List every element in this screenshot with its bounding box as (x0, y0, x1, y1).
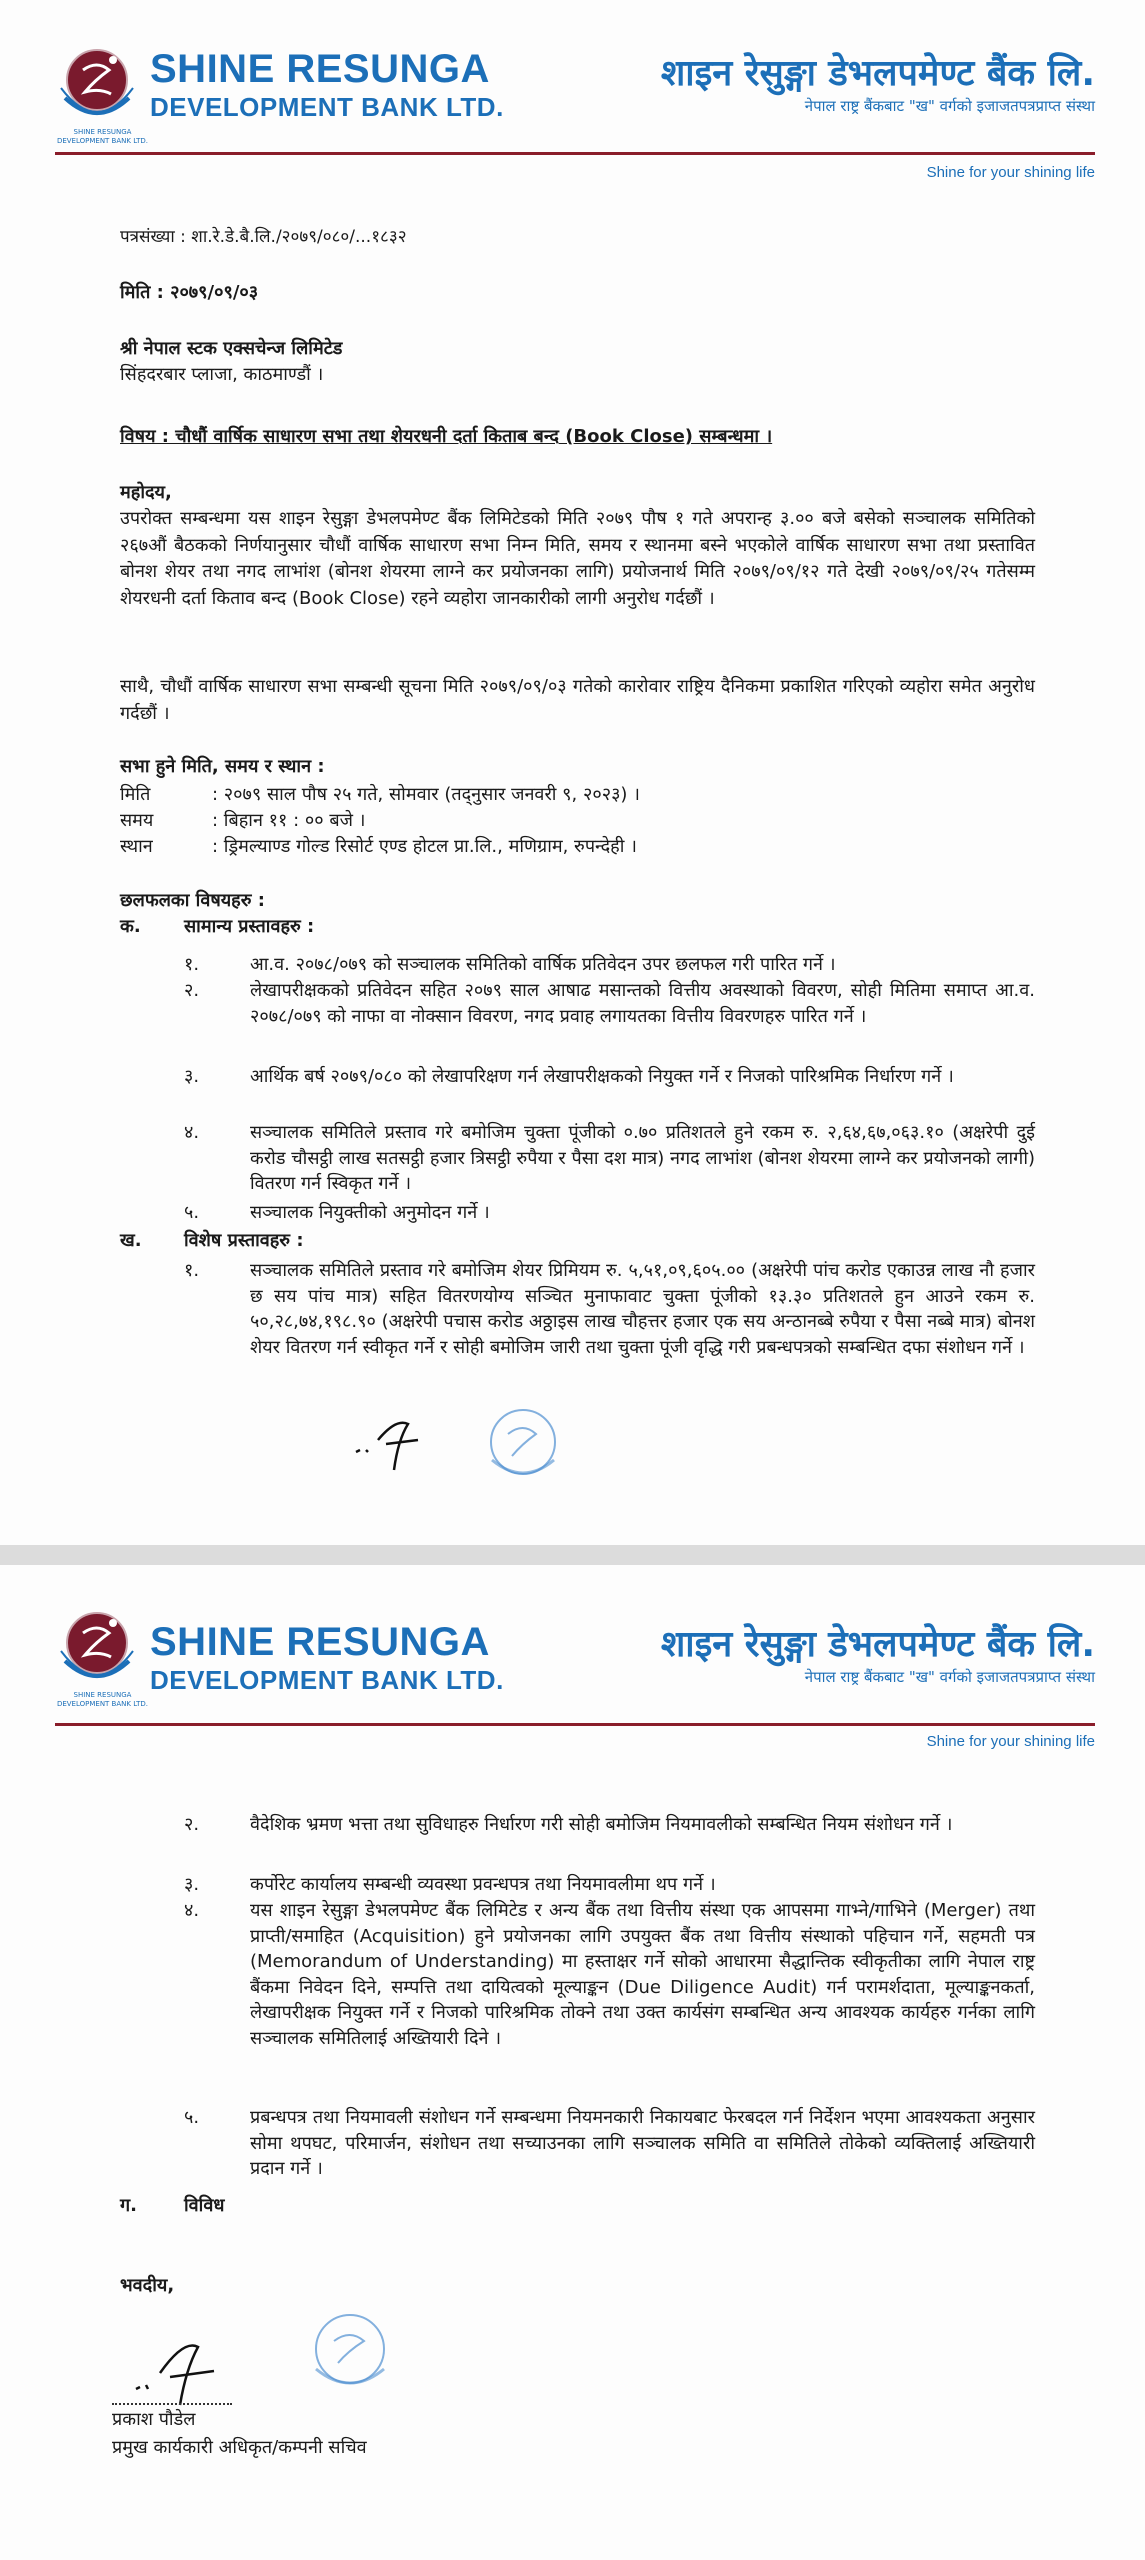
signature-line (112, 2403, 232, 2405)
section-ga-title: विविध (184, 2195, 225, 2216)
bank-name-en (150, 46, 504, 122)
section-ga-mark: ग. (120, 2195, 137, 2216)
bank-name-ne-block (661, 52, 1095, 116)
general-item-1: आ.व. २०७८/०७९ को सञ्चालक समितिको वार्षिक प्रतिवेदन उपर छलफल गरी पारित गर्ने । (250, 954, 836, 975)
signature-icon (130, 2333, 240, 2413)
emblem-caption: SHINE RESUNGA DEVELOPMENT BANK LTD. (56, 128, 149, 145)
recipient-address: सिंहदरबार प्लाजा, काठमाण्डौं । (120, 364, 324, 385)
header-rule (55, 152, 1095, 155)
letterhead (55, 40, 1095, 190)
signature-initials-icon (348, 1410, 438, 1480)
tagline: Shine for your shining life (926, 1733, 1095, 1750)
special-item-5: प्रबन्धपत्र तथा नियमावली संशोधन गर्ने सम्बन्धमा नियमनकारी निकायबाट फेरबदल गर्न निर्देशन भएमा आवश्यकता अनुसार सोमा थपघट, परिमार्जन, संशोधन तथा सच्याउनका लागि सञ्चालक समिति वा समितिले तोकेको व्यक्तिलाई अख्तियारी प्रदान गर्ने । (250, 2107, 1035, 2179)
bank-emblem-icon (55, 1603, 140, 1698)
license-note: नेपाल राष्ट्र बैंकबाट "ख" वर्गको इजाजतपत्रप्राप्त संस्था (804, 97, 1095, 115)
special-item-4: यस शाइन रेसुङ्गा डेभलपमेण्ट बैंक लिमिटेड र अन्य बैंक तथा वित्तीय संस्था एक आपसमा गाभ्ने/गाभिने (Merger) तथा प्राप्ती/समाहित (Acquisition) हुने प्रयोजनका लागि उपयुक्त बैंक तथा वित्तीय संस्थाको पहिचान गर्ने, सहमती पत्र (Memorandum of Understanding) मा हस्ताक्षर गर्ने सोको आधारमा सैद्धान्तिक स्वीकृतीका लागि नेपाल राष्ट्र बैंकमा निवेदन दिने, सम्पत्ति तथा दायित्वको मूल्याङ्कन (Due Diligence Audit) गर्न परामर्शदाता, मूल्याङ्कनकर्ता, लेखापरीक्षक नियुक्त गर्ने र निजको पारिश्रमिक तोक्ने तथा उक्त कार्यसंग सम्बन्धित अन्य आवश्यक कार्यहरु गर्नका लागि सञ्चालक समितिलाई अख्तियारी दिने । (250, 1900, 1035, 2049)
salutation: महोदय, (120, 482, 172, 503)
general-item-number: ५. (184, 1202, 200, 1223)
bank-name-ne-block (661, 1623, 1095, 1687)
general-item-5: सञ्चालक नियुक्तीको अनुमोदन गर्ने । (250, 1202, 490, 1223)
meeting-label-date: मिति (120, 784, 151, 805)
signatory-name: प्रकाश पौडेल (112, 2409, 196, 2430)
special-item-number: १. (184, 1260, 200, 1281)
special-item-2: वैदेशिक भ्रमण भत्ता तथा सुविधाहरु निर्धारण गरी सोही बमोजिम नियमावलीको सम्बन्धित नियम संशोधन गर्ने । (250, 1814, 953, 1835)
general-item-number: १. (184, 954, 200, 975)
section-ka-title: सामान्य प्रस्तावहरु : (184, 916, 315, 937)
meeting-value-time: : बिहान ११ : ०० बजे । (212, 810, 366, 831)
general-item-number: ३. (184, 1066, 200, 1087)
body-paragraph-1: उपरोक्त सम्बन्धमा यस शाइन रेसुङ्गा डेभलपमेण्ट बैंक लिमिटेडको मिति २०७९ पौष १ गते अपरान्ह ३.०० बजे बसेको सञ्चालक समितिको २६७औं बैठकको निर्णयानुसार चौधौं वार्षिक साधारण सभा निम्न मिति, समय र स्थानमा बस्ने भएकोले वार्षिक साधारण सभा तथा प्रस्तावित बोनश शेयर तथा नगद लाभांश (बोनश शेयरमा लाग्ने कर प्रयोजनका लागि) प्रयोजनार्थ मिति २०७९/०९/१२ गते देखी २०७९/०९/२५ गतेसम्म शेयरधनी दर्ता किताव बन्द (Book Close) रहने व्यहोरा जानकारीको लागी अनुरोध गर्दछौं । (120, 508, 1036, 609)
meeting-label-time: समय (120, 810, 154, 831)
bank-name-en-line2: DEVELOPMENT BANK LTD. (150, 92, 504, 122)
recipient-name: श्री नेपाल स्टक एक्सचेन्ज लिमिटेड (120, 338, 343, 359)
general-item-3: आर्थिक बर्ष २०७९/०८० को लेखापरिक्षण गर्न लेखापरीक्षकको नियुक्त गर्ने र निजको पारिश्रमिक निर्धारण गर्ने । (250, 1066, 954, 1087)
bank-name-en-line1: SHINE RESUNGA (150, 1620, 490, 1664)
meeting-value-venue: : ड्रिमल्याण्ड गोल्ड रिसोर्ट एण्ड होटल प्रा.लि., मणिग्राम, रुपन्देही । (212, 836, 637, 857)
special-item-number: ५. (184, 2107, 200, 2128)
general-item-number: ४. (184, 1122, 200, 1143)
bank-stamp-icon (478, 1400, 568, 1490)
license-note: नेपाल राष्ट्र बैंकबाट "ख" वर्गको इजाजतपत्रप्राप्त संस्था (804, 1668, 1095, 1686)
bank-name-ne: शाइन रेसुङ्गा डेभलपमेण्ट बैंक लि. (660, 53, 1095, 94)
bank-name-en-line2: DEVELOPMENT BANK LTD. (150, 1665, 504, 1695)
section-kha-title: विशेष प्रस्तावहरु : (184, 1230, 304, 1251)
section-ka-mark: क. (120, 916, 141, 937)
agenda-heading: छलफलका विषयहरु : (120, 890, 265, 911)
special-item-1: सञ्चालक समितिले प्रस्ताव गरे बमोजिम शेयर प्रिमियम रु. ५,५१,०९,६०५.०० (अक्षरेपी पांच करोड एकाउन्न लाख नौ हजार छ सय पांच मात्र) सहित वितरणयोग्य सञ्चित मुनाफावाट चुक्ता पूंजीको १३.३० प्रतिशतले हुन आउने रकम रु. ५०,२८,७४,१९८.९० (अक्षरेपी पचास करोड अठ्ठाइस लाख चौहत्तर हजार एक सय अन्ठानब्बे रुपैया र पैसा नब्बे मात्र) बोनश शेयर वितरण गर्न स्वीकृत गर्ने र सोही बमोजिम जारी तथा चुक्ता पूंजी वृद्धि गरी प्रबन्धपत्रको सम्बन्धित दफा संशोधन गर्ने । (250, 1260, 1035, 1358)
special-item-3: कर्पोरेट कार्यालय सम्बन्धी व्यवस्था प्रवन्धपत्र तथा नियमावलीमा थप गर्ने । (250, 1874, 716, 1895)
special-item-number: ४. (184, 1900, 200, 1921)
meeting-label-venue: स्थान (120, 836, 153, 857)
general-item-2: लेखापरीक्षकको प्रतिवेदन सहित २०७९ साल आषाढ मसान्तको वित्तीय अवस्थाको विवरण, सोही मितिमा समाप्त आ.व. २०७८/०७९ को नाफा वा नोक्सान विवरण, नगद प्रवाह लगायतका वित्तीय विवरणहरु पारित गर्ने । (250, 980, 1035, 1027)
letter-page-2 (0, 1565, 1145, 2560)
bank-emblem-icon (55, 40, 140, 135)
general-item-number: २. (184, 980, 200, 1001)
bank-name-en-line1: SHINE RESUNGA (150, 47, 490, 91)
meeting-heading: सभा हुने मिति, समय र स्थान : (120, 756, 325, 777)
meeting-value-date: : २०७९ साल पौष २५ गते, सोमवार (तद्नुसार जनवरी ९, २०२३) । (212, 784, 640, 805)
reference-number: पत्रसंख्या : शा.रे.डे.बै.लि./२०७९/०८०/...१८३२ (120, 227, 407, 247)
bank-name-ne: शाइन रेसुङ्गा डेभलपमेण्ट बैंक लि. (660, 1624, 1095, 1665)
section-kha-mark: ख. (120, 1230, 142, 1251)
letter-date: मिति : २०७९/०९/०३ (120, 282, 259, 303)
signatory-title: प्रमुख कार्यकारी अधिकृत/कम्पनी सचिव (112, 2437, 367, 2458)
subject-line: विषय : चौधौं वार्षिक साधारण सभा तथा शेयरधनी दर्ता किताब बन्द (Book Close) सम्बन्धमा । (120, 426, 773, 447)
body-paragraph-2: साथै, चौधौं वार्षिक साधारण सभा सम्बन्धी सूचना मिति २०७९/०९/०३ गतेको कारोवार राष्ट्रिय दैनिकमा प्रकाशित गरिएको व्यहोरा समेत अनुरोध गर्दछौं । (120, 676, 1035, 724)
special-item-number: २. (184, 1814, 200, 1835)
bank-stamp-icon (300, 2305, 400, 2405)
bank-name-en (150, 1619, 504, 1695)
header-rule (55, 1723, 1095, 1726)
closing: भवदीय, (120, 2275, 175, 2296)
emblem-caption: SHINE RESUNGA DEVELOPMENT BANK LTD. (56, 1691, 149, 1708)
letterhead (55, 1603, 1095, 1753)
tagline: Shine for your shining life (926, 164, 1095, 181)
page-gap (0, 1545, 1145, 1565)
special-item-number: ३. (184, 1874, 200, 1895)
general-item-4: सञ्चालक समितिले प्रस्ताव गरे बमोजिम चुक्ता पूंजीको ०.७० प्रतिशतले हुने रकम रु. २,६४,६७,०६३.१० (अक्षरेपी दुई करोड चौसट्ठी लाख सतसट्ठी हजार त्रिसट्ठी रुपैया र पैसा दश मात्र) नगद लाभांश (बोनश शेयरमा लाग्ने कर प्रयोजनको लागी) वितरण गर्न स्विकृत गर्ने । (250, 1122, 1035, 1194)
